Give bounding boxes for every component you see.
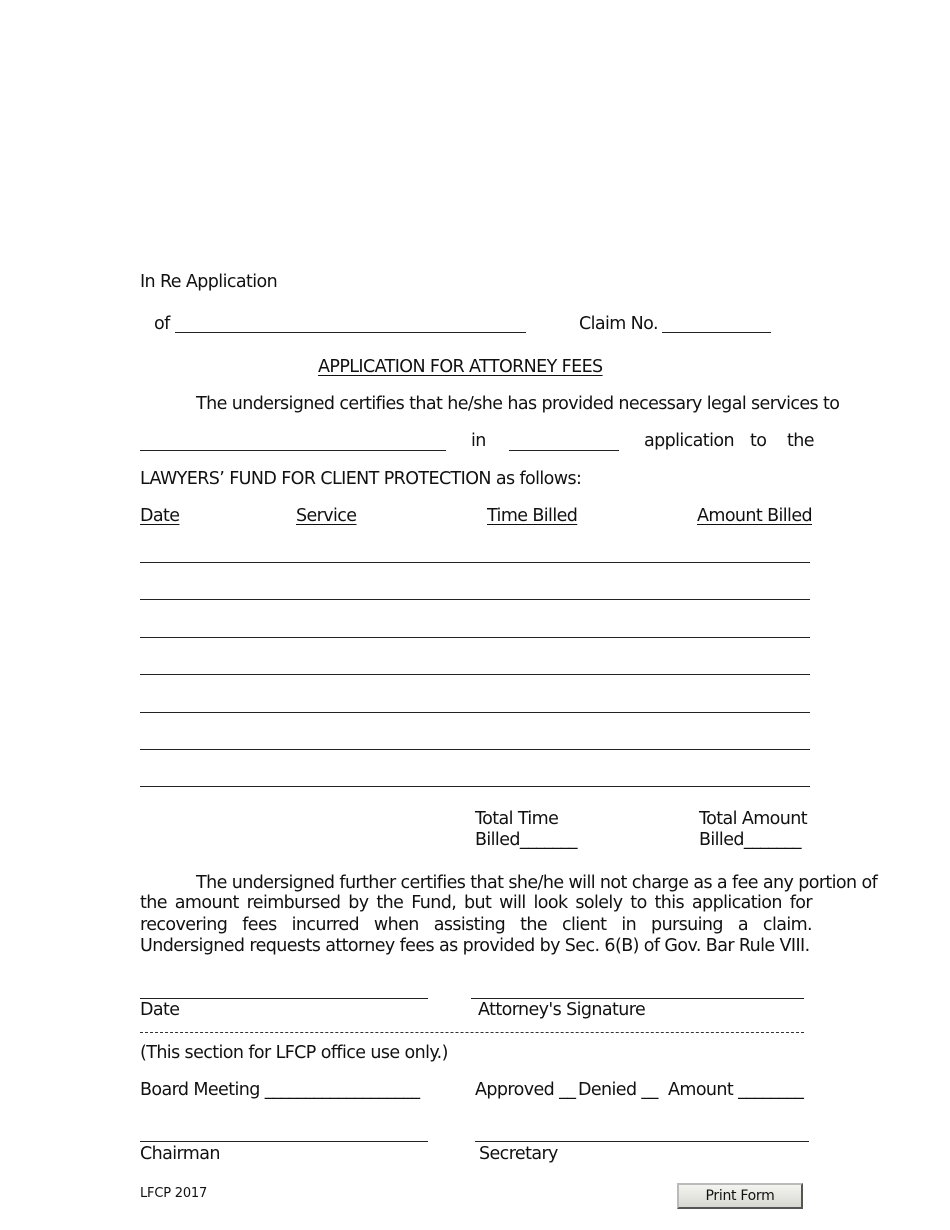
applicant-name-field[interactable] [175,332,526,333]
total-time-field[interactable]: Billed_______ [475,830,577,850]
matter-field[interactable] [509,450,619,451]
form-title: APPLICATION FOR ATTORNEY FEES [318,357,603,377]
secretary-label: Secretary [479,1144,558,1164]
client-name-field[interactable] [140,450,446,451]
column-header-date: Date [140,506,180,526]
secretary-signature-field[interactable] [475,1141,809,1142]
further-certify-body: the amount reimbursed by the Fund, but will look solely to this application for recovering fees incurred when assisting the client in pursuing a claim. Undersigned requests attorney fees as provided by Sec. 6(B) of Gov. Bar Rule VIII. [140,893,812,956]
fee-entry-row[interactable] [140,749,810,750]
office-use-note: (This section for LFCP office use only.) [140,1043,448,1063]
claim-number-label: Claim No. [579,314,658,334]
total-amount-field[interactable]: Billed_______ [699,830,801,850]
date-signature-field[interactable] [140,998,428,999]
total-amount-label: Total Amount [699,809,808,829]
chairman-signature-field[interactable] [140,1141,428,1142]
column-header-amount-billed: Amount Billed [697,506,812,526]
in-re-application-label: In Re Application [140,272,278,292]
fee-entry-row[interactable] [140,674,810,675]
attorney-signature-label: Attorney's Signature [478,1000,646,1020]
fee-entry-row[interactable] [140,599,810,600]
of-label: of [154,314,170,334]
in-word: in [471,431,486,451]
application-word: application [644,431,734,451]
form-code: LFCP 2017 [140,1186,208,1201]
board-meeting-field[interactable]: Board Meeting ___________________ [140,1080,420,1100]
attorney-signature-field[interactable] [471,998,804,999]
fee-entry-row[interactable] [140,786,810,787]
denied-field[interactable]: Denied __ [578,1080,658,1100]
fund-line-text: LAWYERS’ FUND FOR CLIENT PROTECTION as follows: [140,469,582,489]
claim-number-field[interactable] [662,332,771,333]
fee-entry-row[interactable] [140,637,810,638]
certify-intro-text: The undersigned certifies that he/she has provided necessary legal services to [196,394,840,414]
the-word: the [787,431,814,451]
column-header-service: Service [296,506,357,526]
column-header-time-billed: Time Billed [487,506,578,526]
further-certify-lead: The undersigned further certifies that she/he will not charge as a fee any portion of [196,873,878,893]
print-form-button[interactable]: Print Form [677,1183,803,1209]
fee-entry-row[interactable] [140,712,810,713]
chairman-label: Chairman [140,1144,220,1164]
approved-field[interactable]: Approved __ [475,1080,576,1100]
fee-entry-row[interactable] [140,562,810,563]
to-word: to [750,431,767,451]
section-divider [140,1032,804,1033]
total-time-label: Total Time [475,809,559,829]
date-label: Date [140,1000,180,1020]
amount-field[interactable]: Amount ________ [668,1080,804,1100]
